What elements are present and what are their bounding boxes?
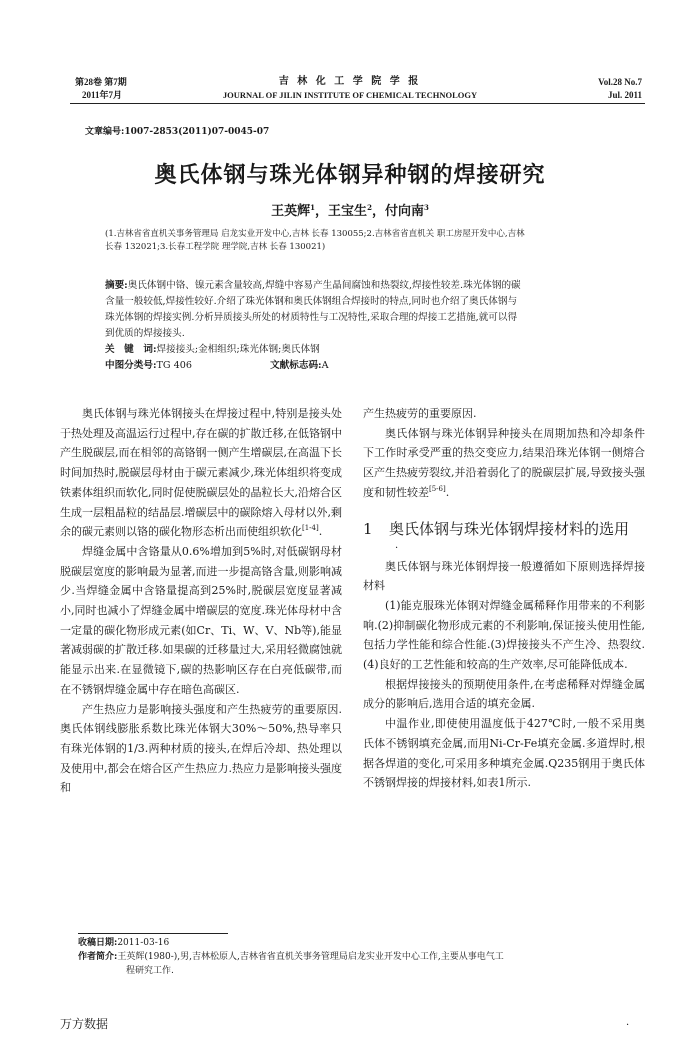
author-3-affil: 3 [423,203,429,212]
clc-label: 中图分类号: [105,360,157,371]
author-list [0,200,700,219]
corner-mark: · [626,1020,630,1031]
received-label: 收稿日期: [78,938,118,948]
doc-code-label: 文献标志码: [270,360,322,371]
body-paragraph: 焊缝金属中含铬量从0.6%增加到5%时,对低碳钢母材脱碳层宽度的影响最为显著,而进一步提高铬含量,则影响减少.当焊缝金属中含铬量提高到25%时,脱碳层宽度显著减小,同时也减小了焊缝金属中增碳层的宽度.珠光体母材中含一定量的碳化物形成元素(如Cr、Ti、W、V、Nb等),能显著减弱碳的扩散迁移.如果碳的迁移量过大,采用轻微腐蚀就能显示出来.在显微镜下,碳的热影响区存在白亮低碳带,而在不锈钢焊缝金属中存在暗色高碳区. [60,544,342,696]
author-separator: ， [315,204,329,219]
paragraph-end: . [445,485,450,499]
citation: [1-4] [302,524,319,533]
body-paragraph: 根据焊接接头的预期使用条件,在考虑稀释对焊缝金属成分的影响后,选用合适的填充金属. [363,677,645,711]
wanfang-watermark: 万方数据 [60,1017,109,1031]
citation: [5-6] [429,484,446,493]
author-3: 付向南 [384,204,424,219]
abstract-line: 到优质的焊接接头. [105,328,185,339]
affiliation-line: 长春 132021;3.长春工程学院 理学院,吉林 长春 130021) [105,242,326,252]
body-paragraph: 产生热疲劳的重要原因. [363,407,477,420]
classification [105,358,645,374]
author-separator: ， [371,204,385,219]
header-rule [70,103,645,104]
body-paragraph: 产生热应力是影响接头强度和产生热疲劳的重要原因.奥氏体钢线膨胀系数比珠光体钢大30%～50%,热导率只有珠光体钢的1/3.两种材质的接头,在焊后冷却、热处理以及使用中,都会在熔合区产生热应力.热应力是影响接头强度和 [60,702,342,795]
body-paragraph: 中温作业,即使使用温度低于427℃时,一般不采用奥氏体不锈钢填充金属,而用Ni-Cr-Fe填充金属.多道焊时,根据各焊道的变化,可采用多种填充金属.Q235钢用于奥氏体不锈钢焊接的焊接材料,如表1所示. [363,717,645,790]
keywords [105,342,645,358]
abstract-line: 奥氏体钢中铬、镍元素含量较高,焊缝中容易产生晶间腐蚀和热裂纹,焊接性较差.珠光体钢的碳 [127,280,521,291]
received-date: 2011-03-16 [117,938,170,948]
paper-title: 奥氏体钢与珠光体钢异种钢的焊接研究 [154,162,546,188]
section-heading [363,517,645,541]
abstract-line: 珠光体钢的焊接实例.分析异质接头所处的材质特性与工况特性,采取合理的焊接工艺措施,就可以得 [105,312,518,323]
abstract-label: 摘要: [105,280,128,291]
doc-code-value: A [321,360,329,371]
header-volume-cn: 第28卷 第7期 [75,77,127,87]
author-1: 王英辉 [271,204,311,219]
article-id: 文章编号:1007-2853(2011)07-0045-07 [85,127,270,137]
right-column [363,404,645,793]
keywords-label: 关 键 词: [105,344,157,355]
left-column [60,404,342,798]
body-paragraph: 奥氏体钢与珠光体钢焊接一般遵循如下原则选择焊接材料 [363,559,645,593]
author-2: 王宝生 [328,204,368,219]
body-paragraph [60,404,342,542]
header-date-en: Jul. 2011 [607,90,642,100]
affiliation-line: (1.吉林省省直机关事务管理局 启龙实业开发中心,吉林 长春 130055;2.吉林省省直机关 职工房屋开发中心,吉林 [105,229,525,239]
footnote [78,936,648,978]
section-number: 1 [363,519,373,538]
header-journal-cn: 吉 林 化 工 学 院 学 报 [278,76,422,87]
stray-dot: · [395,542,399,554]
bio-text: 王英辉(1980-),男,吉林松原人,吉林省省直机关事务管理局启龙实业开发中心工作,主要从事电气工 [117,952,504,962]
header-volume-en: Vol.28 No.7 [598,77,642,87]
author-2-affil: 2 [367,203,372,212]
section-title: 奥氏体钢与珠光体钢焊接材料的选用 [389,519,630,538]
bio-label: 作者简介: [78,952,118,962]
author-1-affil: 1 [310,203,316,212]
header-journal-en: JOURNAL OF JILIN INSTITUTE OF CHEMICAL TECHNOLOGY [222,90,478,100]
bio-text-cont: 程研究工作. [126,966,174,976]
body-paragraph [363,424,645,503]
header-date-cn: 2011年7月 [82,90,123,100]
clc-value: TG 406 [156,360,192,371]
paragraph-text: 奥氏体钢与珠光体钢接头在焊接过程中,特别是接头处于热处理及高温运行过程中,存在碳的扩散迁移,在低铬钢中产生脱碳层,而在相邻的高铬钢一侧产生增碳层,在高温下长时间加热时,脱碳层母材由于碳元素减少,珠光体组织将变成铁素体组织而软化,同时促使脱碳层处的晶粒长大,沿熔合区生成一层粗晶粒的结晶层.增碳层中的碳除熔入母材以外,剩余的碳元素则以铬的碳化物形态析出而使组织软化 [60,407,342,539]
abstract [105,278,645,342]
paragraph-end: . [318,525,323,539]
body-paragraph: (1)能克服珠光体钢对焊缝金属稀释作用带来的不利影响.(2)抑制碳化物形成元素的不利影响,保证接头使用性能,包括力学性能和综合性能.(3)焊接接头不产生冷、热裂纹.(4)良好的工艺性能和较高的生产效率,尽可能降低成本. [363,598,645,672]
abstract-line: 含量一般较低,焊接性较好.介绍了珠光体钢和奥氏体钢组合焊接时的特点,同时也介绍了奥氏体钢与 [105,296,518,307]
footnote-rule [78,933,228,934]
paragraph-text: 奥氏体钢与珠光体钢异种接头在周期加热和冷却条件下工作时承受严重的热交变应力,结果沿珠光体钢一侧熔合区产生热疲劳裂纹,并沿着弱化了的脱碳层扩展,导致接头强度和韧性较差 [363,426,645,499]
keywords-text: 焊接接头;金相组织;珠光体钢;奥氏体钢 [156,344,320,355]
affiliations [105,228,645,254]
